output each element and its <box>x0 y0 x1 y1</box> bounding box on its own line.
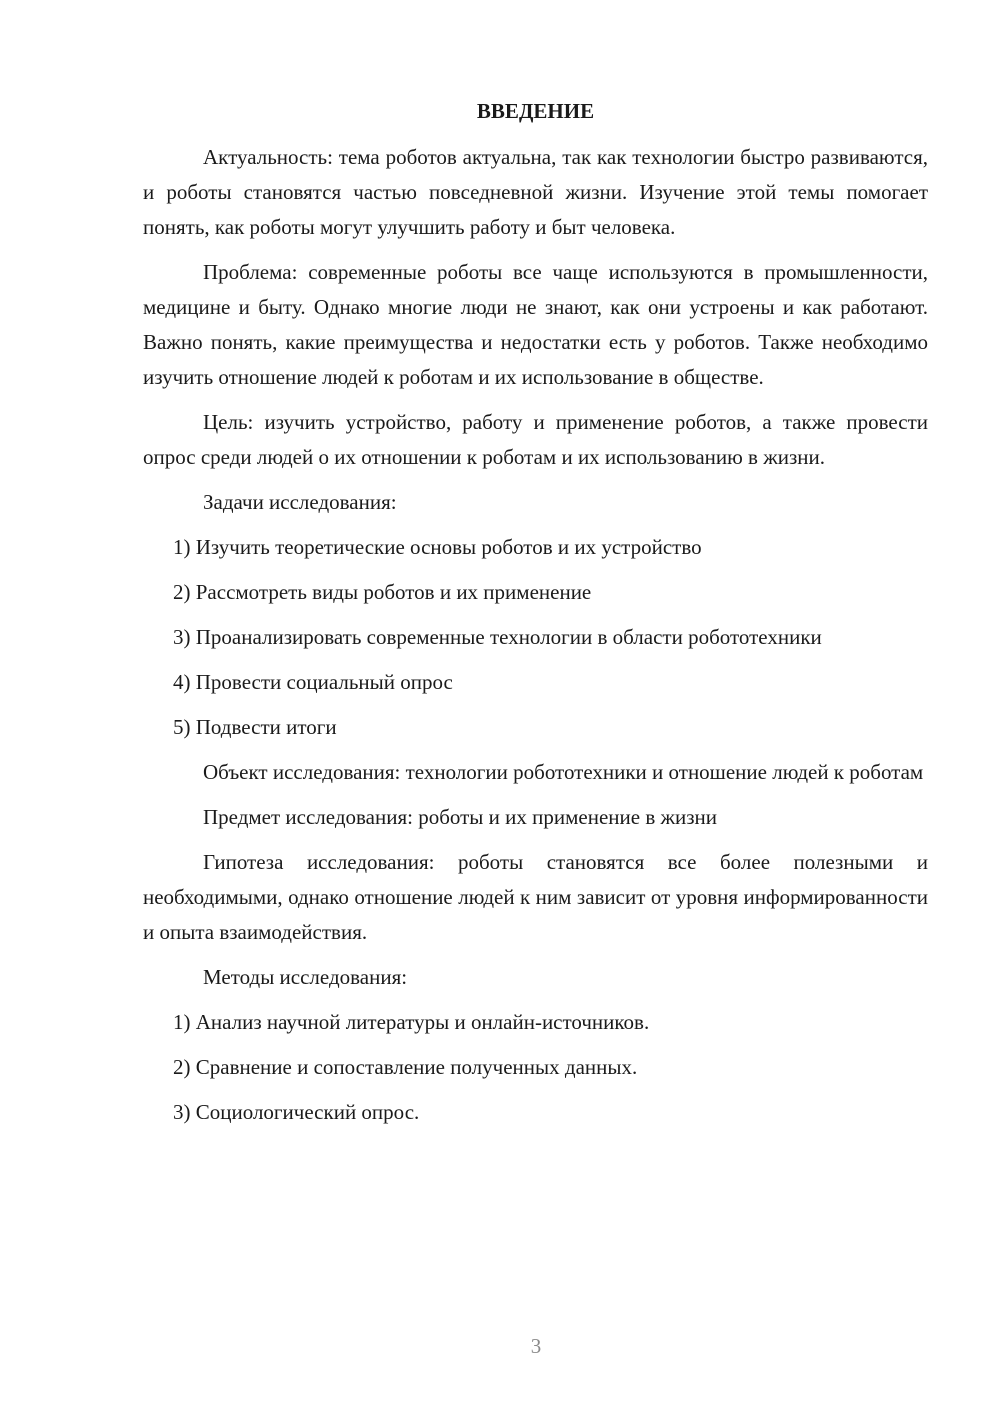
task-item: 2) Рассмотреть виды роботов и их применение <box>173 580 592 604</box>
task-item: 1) Изучить теоретические основы роботов и их устройство <box>173 535 702 559</box>
page-number: 3 <box>530 1334 542 1358</box>
paragraph-relevance: Актуальность: тема роботов актуальна, так как технологии быстро развиваются, и роботы становятся частью повседневной жизни. Изучение этой темы помогает понять, как роботы могут улучшить работу и быт человека. <box>143 145 928 239</box>
task-item: 3) Проанализировать современные технологии в области робототехники <box>173 625 822 649</box>
tasks-heading: Задачи исследования: <box>203 490 397 514</box>
task-item: 5) Подвести итоги <box>173 715 337 739</box>
paragraph-subject: Предмет исследования: роботы и их применение в жизни <box>203 805 717 829</box>
paragraph-problem: Проблема: современные роботы все чаще используются в промышленности, медицине и быту. Однако многие люди не знают, как они устроены и как работают. Важно понять, какие преимущества и недостатки есть у роботов. Также необходимо изучить отношение людей к роботам и их использование в обществе. <box>143 260 928 389</box>
method-item: 2) Сравнение и сопоставление полученных данных. <box>173 1055 638 1079</box>
method-item: 3) Социологический опрос. <box>173 1100 420 1124</box>
paragraph-hypothesis: Гипотеза исследования: роботы становятся все более полезными и необходимыми, однако отношение людей к ним зависит от уровня информированности и опыта взаимодействия. <box>143 850 928 944</box>
methods-heading: Методы исследования: <box>203 965 408 989</box>
task-item: 4) Провести социальный опрос <box>173 670 453 694</box>
document-page <box>143 96 928 1140</box>
paragraph-object: Объект исследования: технологии робототехники и отношение людей к роботам <box>203 760 924 784</box>
section-title: ВВЕДЕНИЕ <box>476 99 595 123</box>
method-item: 1) Анализ научной литературы и онлайн-источников. <box>173 1010 650 1034</box>
paragraph-goal: Цель: изучить устройство, работу и применение роботов, а также провести опрос среди людей о их отношении к роботам и их использованию в жизни. <box>143 410 928 469</box>
